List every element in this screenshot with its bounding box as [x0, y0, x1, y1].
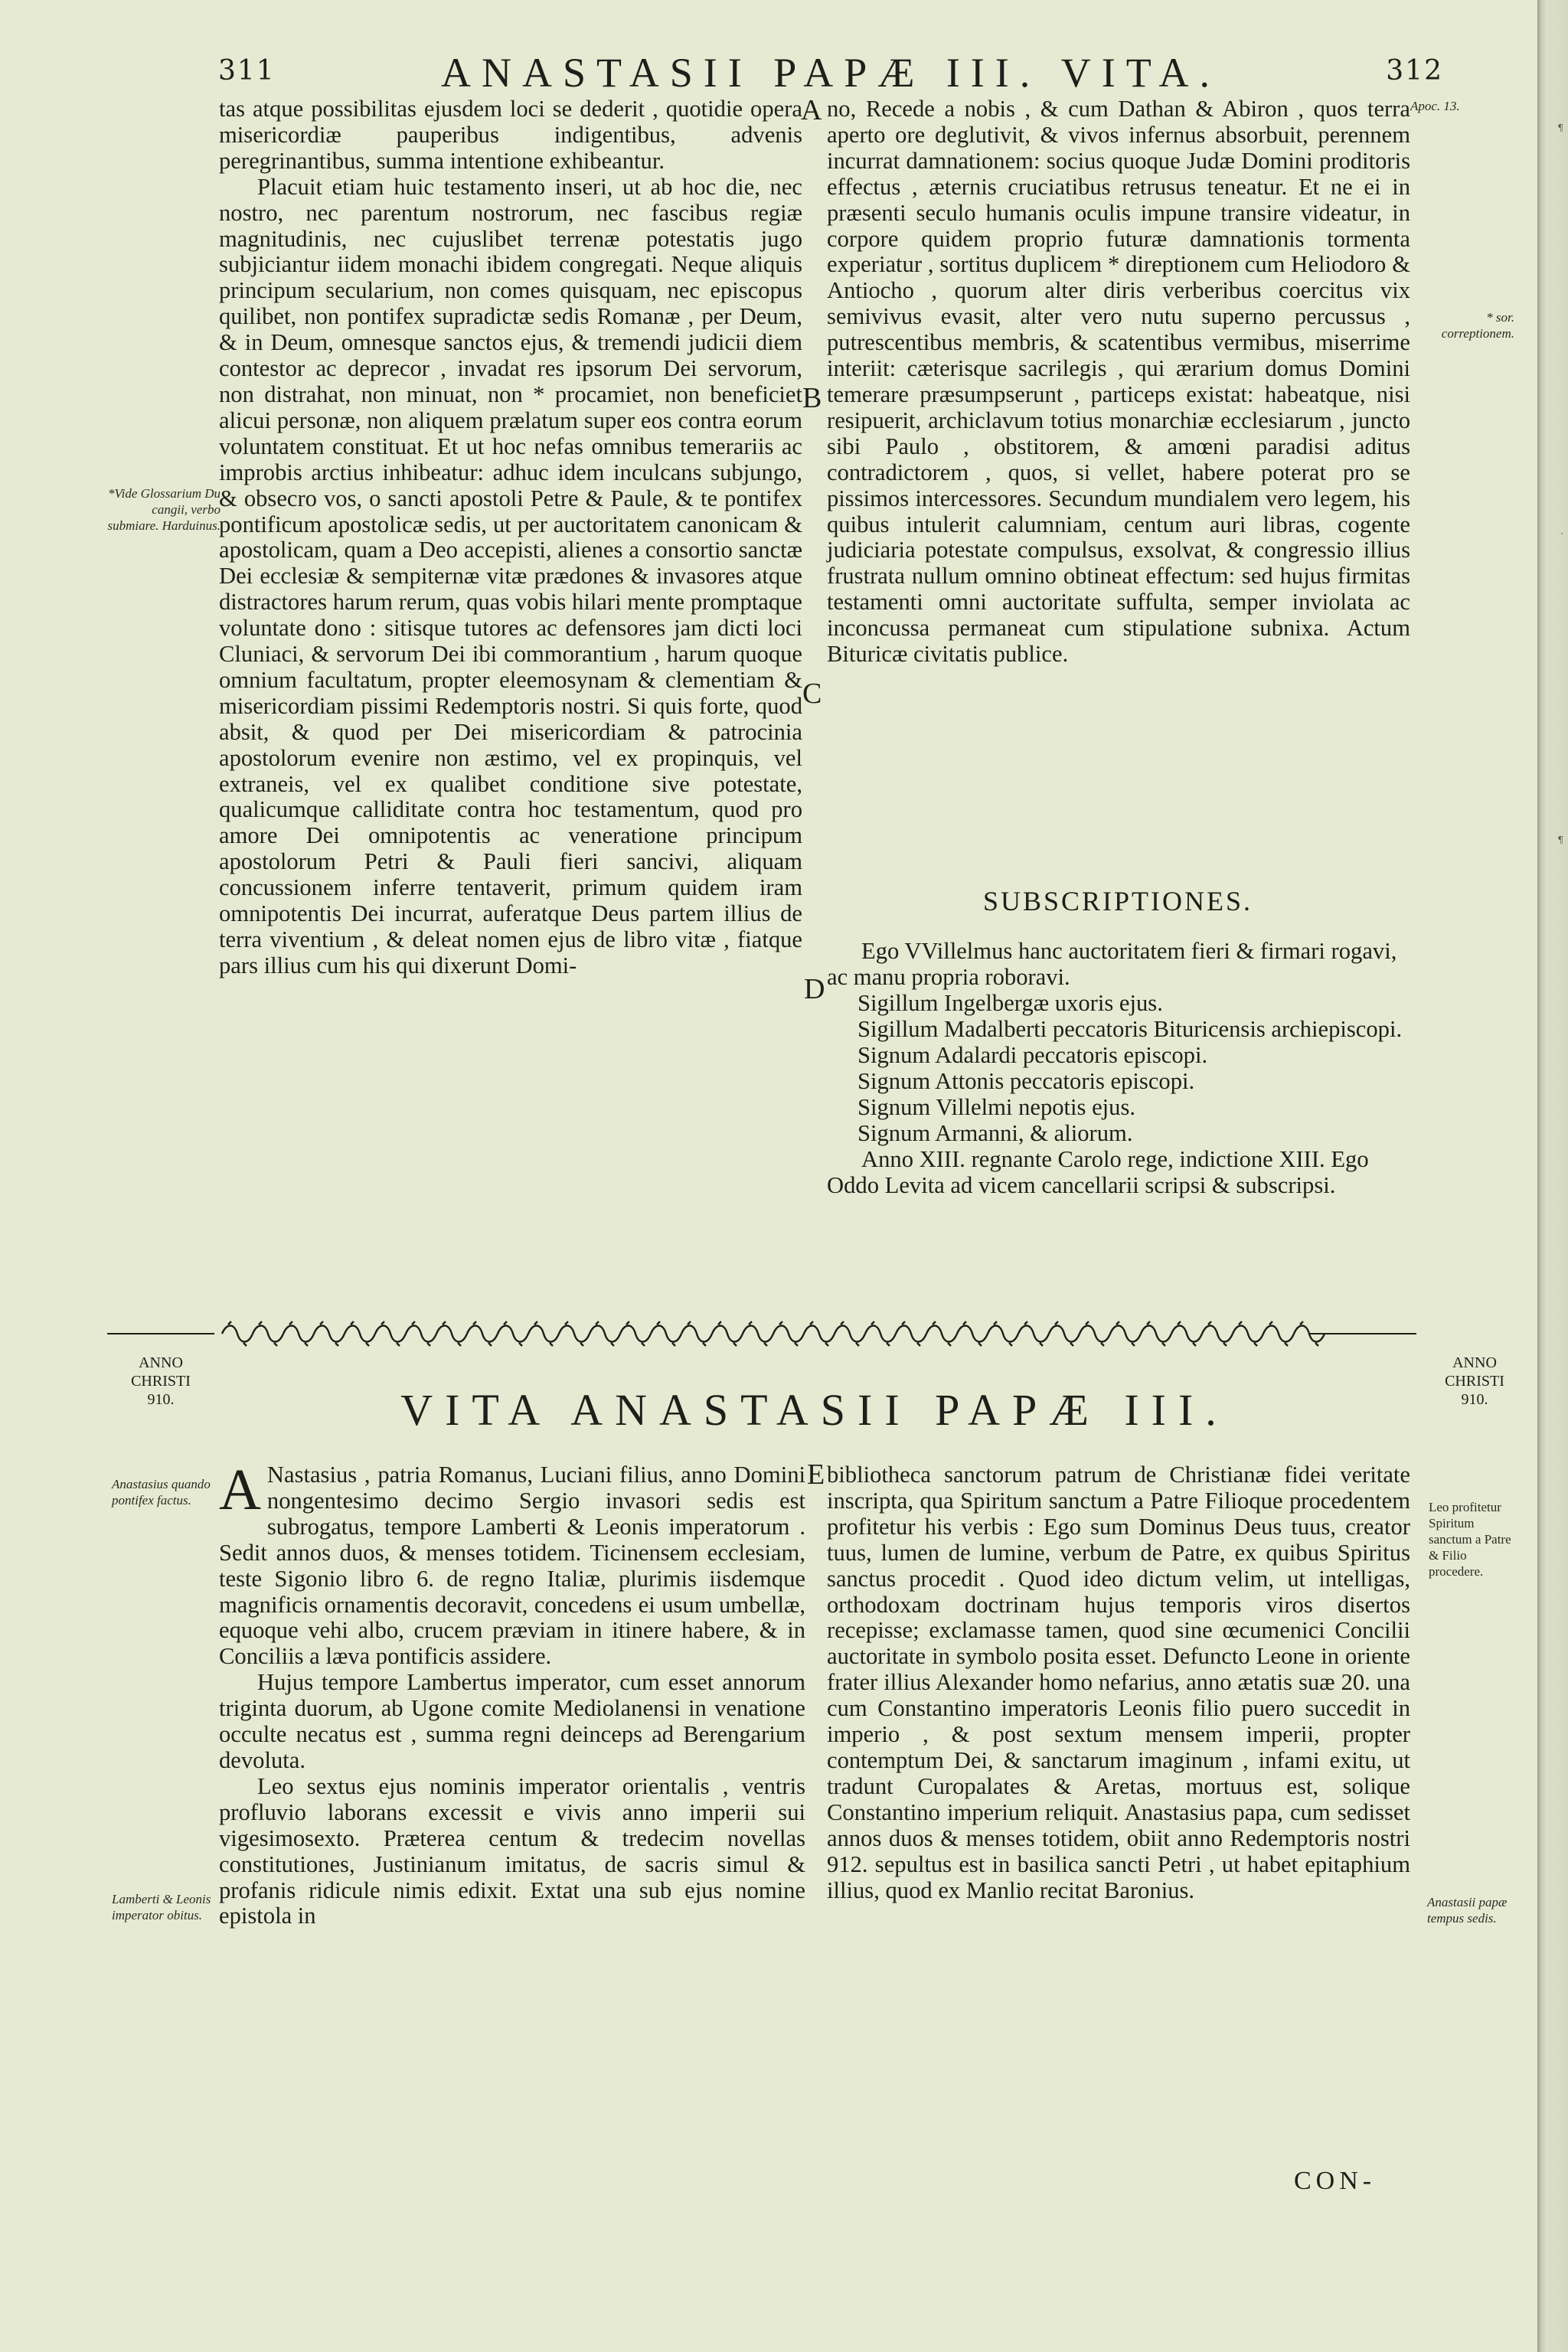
- anno-label: ANNO: [1452, 1354, 1497, 1371]
- anno-year: 910.: [1461, 1391, 1488, 1408]
- paragraph-text: Nastasius , patria Romanus, Luciani filius, anno Domini nongentesimo decimo Sergio invasori sedis est subrogatus, tempore Lamberti & Leonis imperatorum . Sedit annos duos, & menses totidem. Ticinensem ecclesiam, teste Sigonio libro 6. de regno Italiæ, plurimis iisdemque magnificis ornamentis decoravit, concedens ei usum umbellæ, equoque vehi albo, crucem præviam in itinere habere, & in Conciliis a læva pontificis assidere.: [219, 1462, 805, 1670]
- divider-flourish: [1018, 1321, 1049, 1346]
- divider-flourish: [375, 1321, 406, 1346]
- divider-flourish: [681, 1321, 712, 1346]
- divider-flourish: [1171, 1321, 1202, 1346]
- divider-flourish: [773, 1321, 804, 1346]
- divider-flourish: [436, 1321, 467, 1346]
- divider-flourish: [896, 1321, 926, 1346]
- paragraph: no, Recede a nobis , & cum Dathan & Abiron , quos terra aperto ore deglutivit, & vivos infernus absorbuit, perennem incurrat damnationem: socius quoque Judæ Domini proditoris effectus , æternis cruciatibus retrusus teneatur. Et ne ei in præsenti seculo humanis oculis impune transire videatur, in corpore quidem proprio futuræ damnationis tormenta experiatur , sortitus duplicem * direptionem cum Heliodoro & Antiocho , quorum alter diris verberibus coercitus vix semivivus evasit, alter vero nutu superno percussus , putrescentibus membris, & scatentibus vermibus, miserrime interiit: cæterisque sacrilegis , qui ærarium domus Domini temerare præsumpserunt , particeps existat: habeatque, nisi resipuerit, archiclavum totius monarchiæ ecclesiarum , juncto sibi Paulo , obstitorem, & amœni paradisi aditus contradictorem , quos, si vellet, habere poterat pro se pissimos intercessores. Secundum mundialem vero legem, his quibus intulerit calumniam, centum auri libras, cogente judiciaria potestate compulsus, exsolvat, & congressio illius frustrata nullum omnino obtineat effectum: sed hujus firmitas testamenti omni auctoritate suffulta, semper inviolata ac inconcussa permaneat cum stipulatione subnixa. Actum Bituricæ civitatis publice.: [827, 96, 1410, 668]
- paragraph: Hujus tempore Lambertus imperator, cum esset annorum triginta duorum, ab Ugone comite Mediolanensi in venatione occulte necatus est , summa regni deinceps ad Berengarium devoluta.: [219, 1669, 805, 1773]
- paragraph: Leo sextus ejus nominis imperator orientalis , ventris profluvio laborans excessit e vivis anno imperii sui vigesimosexto. Præterea centum & tredecim novellas constitutiones, Justinianum imitatus, de sacris simul & profanis ridicule nimis edixit. Extat una sub ejus nomine epistola in: [219, 1772, 805, 1929]
- paragraph: [219, 1458, 805, 1670]
- divider-flourish: [620, 1321, 651, 1346]
- subscriptiones-heading: SUBSCRIPTIONES.: [982, 886, 1253, 916]
- edge-fragment: ·: [1560, 528, 1563, 539]
- christi-label: CHRISTI: [131, 1373, 191, 1390]
- running-title: ANASTASII PAPÆ III. VITA.: [441, 50, 1220, 96]
- divider-flourish: [1263, 1321, 1294, 1346]
- edge-fragment: ¶: [1557, 835, 1563, 845]
- margin-note-anastasii-tempus: Anastasii papæ tempus sedis.: [1427, 1895, 1508, 1926]
- paragraph: Placuit etiam huic testamento inseri, ut ab hoc die, nec nostro, nec parentum nostrorum, nec fascibus regiæ magnitudinis, nec cujuslibet terrenæ potestatis jugo subjiciantur iidem monachi ibidem congregati. Neque aliquis principum secularium, non comes quisquam, nec episcopus quilibet, non pontifex supradictæ sedis Romanæ , per Deum, & in Deum, omnesque sanctos ejus, & tremendi judicii diem contestor ac deprecor , invadat res ipsorum Dei servorum, non distrahat, non minuat, non * procamiet, non beneficiet alicui personæ, non aliquem prælatum super eos contra eorum voluntatem constituat. Et ut hoc nefas omnibus temerariis ac improbis arctius inhibeatur: adhuc idem inculcans subjungo, & obsecro vos, o sancti apostoli Petre & Paule, & te pontifex pontificum apostolicæ sedis, ut per auctoritatem canonicam & apostolicam, quam a Deo accepisti, alienes a consortio sanctæ Dei ecclesiæ & sempiternæ vitæ prædones & invasores atque distractores harum rerum, quas vobis hilari mente promptaque voluntate dono : sitisque tutores ac defensores jam dicti loci Cluniaci, & servorum Dei ibi commorantium , harum quoque omnium facultatum, propter eleemosynam & clementiam & misericordiam pissimi Redemptoris nostri. Si quis forte, quod absit, & quod per Dei misericordiam & patrocinia apostolorum evenire non æstimo, vel ex propinquis, vel extraneis, vel ex qualibet conditione sive potestate, qualicumque calliditate contra hoc testamentum, quod pro amore Dei omnipotentis ac veneratione principum apostolorum Petri & Pauli fieri sancivi, aliquam concussionem inferre tentaverit, primum quidem iram omnipotentis Dei incurrat, auferatque Deus partem illius de terra viventium , & deleat nomen ejus de libro vitæ , fiatque pars illius cum his qui dixerunt Domi-: [219, 173, 802, 978]
- margin-note-leo-profitetur: Leo profitetur Spiritum sanctum a Patre & Filio procedere.: [1429, 1500, 1511, 1579]
- drop-cap: A: [219, 1458, 261, 1522]
- subscription-line: Signum Armanni, & aliorum.: [858, 1120, 1133, 1146]
- section-marker-d: D: [804, 973, 825, 1005]
- column-left-bottom: [219, 1458, 805, 1929]
- divider-flourish: [1110, 1321, 1141, 1346]
- chapter-title: VITA ANASTASII PAPÆ III.: [400, 1385, 1229, 1435]
- divider-flourish: [283, 1321, 314, 1346]
- anno-christi-left: [107, 1354, 214, 1409]
- divider-flourish: [1049, 1321, 1080, 1346]
- catchword: CON-: [1294, 2167, 1377, 2195]
- paragraph: bibliotheca sanctorum patrum de Christianæ fidei veritate inscripta, qua Spiritum sanctum a Patre Filioque procedentem profitetur his verbis : Ego sum Dominus Deus tuus, creator tuus, lumen de lumine, verbum de Patre, ex quibus Spiritus sanctus procedit . Quod ideo dictum velim, ut intelligas, orthodoxam doctrinam hujus temporis viros disertos recepisse; exclamasse tamen, quod sine œcumenici Concilii auctoritate in symbolo posita esset. Defuncto Leone in oriente frater illius Alexander homo nefarius, anno ætatis suæ 20. una cum Constantino imperatoris Leonis filio puero succedit in imperio , & post sextum mensem imperii, propter contemptum Dei, & sanctarum imaginum , infami exitu, ut tradunt Curopalates & Aretas, mortuus est, solique Constantino imperium reliquit. Anastasius papa, cum sedisset annos duos & menses totidem, obiit anno Redemptoris nostri 912. sepultus est in basilica sancti Petri , ut habet epitaphium illius, quod ex Manlio recitat Baronius.: [827, 1462, 1410, 1903]
- divider-flourish: [804, 1321, 835, 1346]
- divider-flourish: [1202, 1321, 1233, 1346]
- divider-flourish: [1141, 1321, 1171, 1346]
- paragraph: tas atque possibilitas ejusdem loci se dederit , quotidie opera misericordiæ pauperibus indigentibus, advenis peregrinantibus, summa intentione exhibeantur.: [219, 96, 802, 174]
- section-marker-c: C: [802, 678, 822, 710]
- subscription-line: Sigillum Ingelbergæ uxoris ejus.: [858, 990, 1163, 1016]
- divider-flourish: [1233, 1321, 1263, 1346]
- divider-flourish: [498, 1321, 528, 1346]
- subscription-line: Signum Villelmi nepotis ejus.: [858, 1094, 1136, 1120]
- section-marker-b: B: [802, 382, 822, 414]
- margin-note-correptionem: * sor. correptionem.: [1441, 310, 1514, 341]
- divider-flourish: [345, 1321, 375, 1346]
- subscription-line: Sigillum Madalberti peccatoris Bituricensis archiepiscopi.: [858, 1016, 1403, 1042]
- column-right-top: [827, 96, 1410, 668]
- divider-flourish: [559, 1321, 590, 1346]
- running-header: [218, 49, 1443, 103]
- divider-flourish: [528, 1321, 559, 1346]
- column-left-top: [219, 96, 802, 979]
- section-marker-e: E: [807, 1459, 825, 1491]
- page-number-right: 312: [1386, 55, 1443, 87]
- margin-note-lambertus: Lamberti & Leonis imperator obitus.: [112, 1892, 211, 1922]
- divider-flourish: [651, 1321, 681, 1346]
- subscription-line: Ego VVillelmus hanc auctoritatem fieri & firmari rogavi, ac manu propria roboravi.: [827, 938, 1397, 990]
- divider-flourish: [743, 1321, 773, 1346]
- divider-flourish: [865, 1321, 896, 1346]
- divider-flourish: [590, 1321, 620, 1346]
- edge-fragment: ¶: [1557, 122, 1563, 133]
- adjacent-page-edge: [1537, 0, 1568, 2352]
- divider-flourish: [835, 1321, 865, 1346]
- column-right-bottom: [827, 1462, 1410, 1903]
- subscriptions-list: [827, 938, 1409, 1198]
- subscription-line: Signum Attonis peccatoris episcopi.: [858, 1068, 1195, 1094]
- subscription-line: Signum Adalardi peccatoris episcopi.: [858, 1042, 1208, 1068]
- divider-flourish: [957, 1321, 988, 1346]
- margin-note-apoc: Apoc. 13.: [1410, 99, 1460, 113]
- divider-flourish: [314, 1321, 345, 1346]
- divider-flourish: [253, 1321, 283, 1346]
- subscription-line: Anno XIII. regnante Carolo rege, indictione XIII. Ego Oddo Levita ad vicem cancellarii scripsi & subscripsi.: [827, 1146, 1369, 1198]
- anno-christi-right: [1421, 1354, 1528, 1409]
- margin-note-glossarium: *Vide Glossarium Du cangii, verbo submiare. Harduinus.: [107, 486, 220, 533]
- ornamental-divider: [107, 1317, 1416, 1348]
- divider-flourish: [406, 1321, 436, 1346]
- divider-flourish: [1080, 1321, 1110, 1346]
- divider-flourish: [467, 1321, 498, 1346]
- divider-flourish: [988, 1321, 1018, 1346]
- margin-note-anastasius-pontifex: Anastasius quando pontifex factus.: [112, 1477, 211, 1508]
- page-number-left: 311: [218, 55, 276, 87]
- divider-flourish: [926, 1321, 957, 1346]
- divider-flourish: [222, 1321, 253, 1346]
- christi-label: CHRISTI: [1445, 1373, 1504, 1390]
- anno-label: ANNO: [139, 1354, 183, 1371]
- divider-flourish: [712, 1321, 743, 1346]
- anno-year: 910.: [147, 1391, 175, 1408]
- section-marker-a: A: [801, 94, 822, 126]
